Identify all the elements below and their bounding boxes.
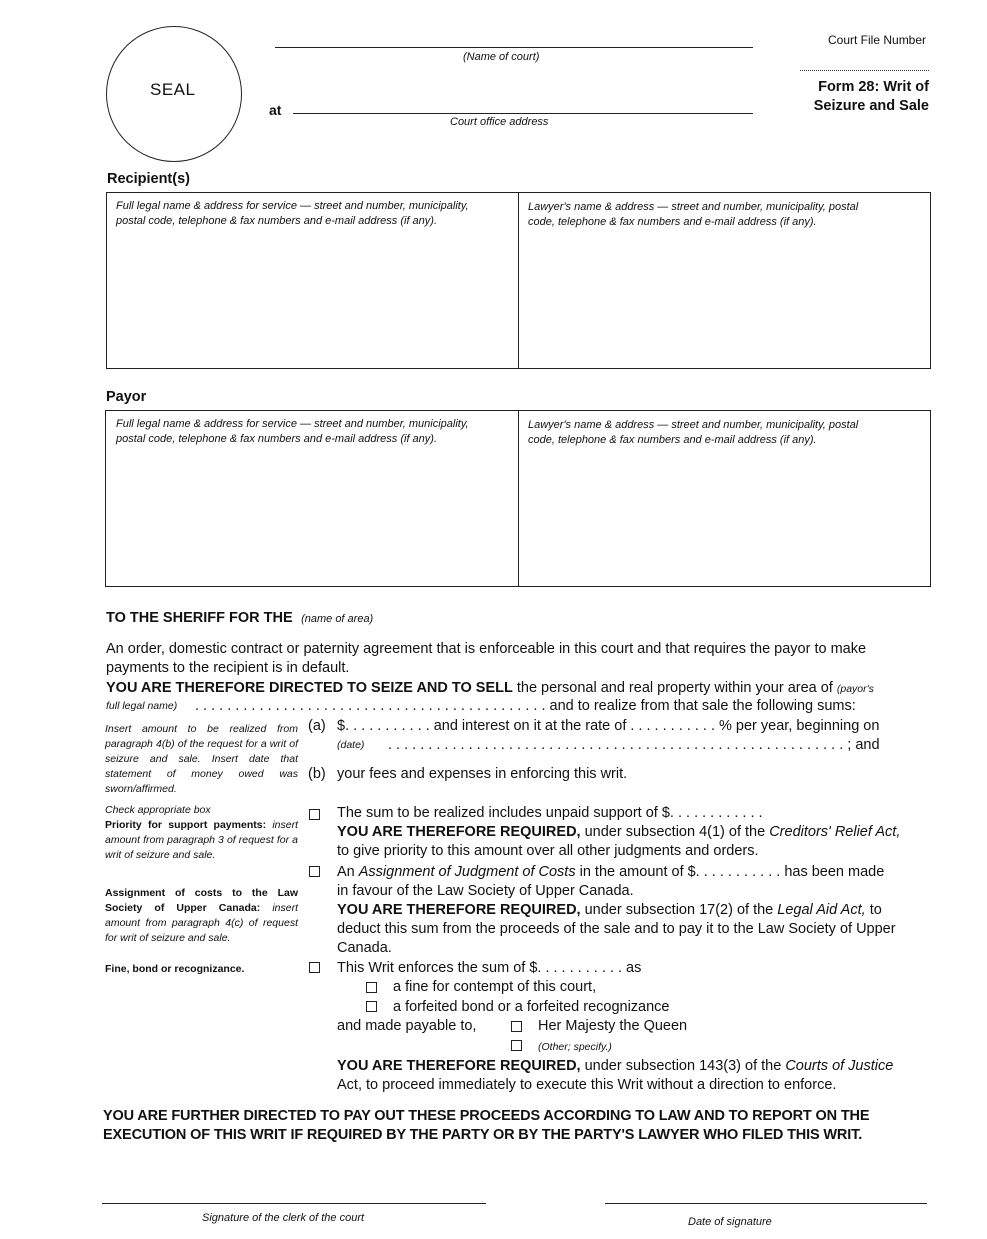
- sum-b-label: (b): [308, 766, 326, 782]
- side-note-check-box: Check appropriate box: [105, 804, 211, 816]
- assignment-required-rest: under subsection 17(2) of the: [580, 902, 778, 918]
- assignment-line1-a: An: [337, 864, 359, 880]
- priority-required-rest: under subsection 4(1) of the: [580, 824, 770, 840]
- priority-required-bold: YOU ARE THEREFORE REQUIRED,: [337, 824, 581, 840]
- fine-bond-checkbox[interactable]: [366, 1001, 377, 1012]
- fine-required-bold: YOU ARE THEREFORE REQUIRED,: [337, 1058, 581, 1074]
- form-title: [760, 78, 929, 116]
- form-title-line1: Form 28: Writ of: [818, 79, 929, 95]
- side-note-assignment-bold: Assignment of costs to the Law Society of Upper Canada:: [105, 887, 298, 914]
- side-note-priority: [105, 818, 298, 863]
- priority-line-2: [337, 823, 931, 842]
- payor-lawyer-label-2: code, telephone & fax numbers and e-mail address (if any).: [528, 434, 817, 446]
- payee-other-label: (Other; specify.): [538, 1041, 612, 1053]
- fine-required-line: [337, 1057, 931, 1076]
- recipient-title: Recipient(s): [107, 171, 190, 187]
- order-line-1: An order, domestic contract or paternity agreement that is enforceable in this court and that requires the payor to make: [106, 641, 867, 657]
- fine-act-name: Courts of Justice: [785, 1058, 894, 1074]
- fine-line-1[interactable]: This Writ enforces the sum of $. . . . . . . . . . . as: [337, 960, 642, 976]
- payor-lawyer-field[interactable]: [528, 418, 926, 582]
- sheriff-title: TO THE SHERIFF FOR THE: [106, 610, 293, 626]
- recipient-lawyer-field[interactable]: [528, 200, 926, 364]
- payee-other-checkbox[interactable]: [511, 1040, 522, 1051]
- priority-act-name: Creditors' Relief Act,: [769, 824, 901, 840]
- court-file-number-field[interactable]: [800, 70, 929, 71]
- at-label: at: [269, 102, 282, 118]
- directed-line: [106, 679, 874, 699]
- payor-party-label-2: postal code, telephone & fax numbers and e-mail address (if any).: [116, 433, 438, 445]
- side-note-assignment: [105, 886, 298, 946]
- assignment-line-4: deduct this sum from the proceeds of the sale and to pay it to the Law Society of Upper: [337, 921, 896, 937]
- court-address-line[interactable]: [293, 113, 753, 114]
- assignment-line1-italic: Assignment of Judgment of Costs: [358, 864, 576, 880]
- realize-line[interactable]: . . . . . . . . . . . . . . . . . . . . . . . . . . . . . . . . . . . . . . . . . . . . and to realize from that sale the following sums:: [195, 698, 856, 714]
- clerk-signature-line[interactable]: [102, 1203, 486, 1204]
- sum-a-date-caption: (date): [337, 739, 365, 751]
- fine-line-last: Act, to proceed immediately to execute this Writ without a direction to enforce.: [337, 1077, 837, 1093]
- court-address-caption: Court office address: [450, 116, 549, 128]
- assignment-line1-b: in the amount of $. . . . . . . . . . . has been made: [575, 864, 885, 880]
- further-directed: [103, 1107, 933, 1145]
- assignment-act-name: Legal Aid Act,: [777, 902, 866, 918]
- directed-bold: YOU ARE THEREFORE DIRECTED TO SEIZE AND TO SELL: [106, 680, 513, 696]
- priority-block: [337, 804, 931, 861]
- court-name-line[interactable]: [275, 47, 753, 48]
- sum-a-label: (a): [308, 718, 326, 734]
- sum-a-date-line[interactable]: . . . . . . . . . . . . . . . . . . . . . . . . . . . . . . . . . . . . . . . . . . . . . . . . . . . . . . . . . ; and: [388, 737, 880, 753]
- payor-party-field[interactable]: [116, 417, 514, 581]
- recipient-lawyer-label-1: Lawyer's name & address — street and number, municipality, postal: [528, 201, 859, 213]
- fine-option-bond: a forfeited bond or a forfeited recognizance: [393, 999, 670, 1015]
- side-note-priority-rest: insert amount from paragraph 3 of request for a writ of seizure and sale.: [105, 819, 298, 861]
- recipient-divider: [518, 192, 519, 369]
- side-note-assignment-rest: insert amount from paragraph 4(c) of request for writ of seizure and sale.: [105, 902, 298, 944]
- recipient-party-field[interactable]: [116, 199, 514, 363]
- priority-checkbox[interactable]: [309, 809, 320, 820]
- assignment-line-3: [337, 901, 931, 920]
- side-note-fine: Fine, bond or recognizance.: [105, 963, 245, 975]
- assignment-block: [337, 863, 931, 958]
- assignment-line-5: Canada.: [337, 940, 392, 956]
- assignment-line-2: in favour of the Law Society of Upper Canada.: [337, 883, 634, 899]
- sum-b-text: your fees and expenses in enforcing this writ.: [337, 766, 628, 782]
- priority-line-1[interactable]: The sum to be realized includes unpaid support of $. . . . . . . . . . . .: [337, 805, 763, 821]
- assignment-line-1[interactable]: [337, 863, 931, 882]
- order-paragraph: [106, 640, 932, 678]
- recipient-party-label-2: postal code, telephone & fax numbers and e-mail address (if any).: [116, 215, 438, 227]
- form-title-line2: Seizure and Sale: [813, 98, 929, 114]
- payor-lawyer-label-1: Lawyer's name & address — street and number, municipality, postal: [528, 419, 859, 431]
- assignment-required-bold: YOU ARE THEREFORE REQUIRED,: [337, 902, 581, 918]
- order-line-2: payments to the recipient is in default.: [106, 660, 350, 676]
- priority-line-3: to give priority to this amount over all other judgments and orders.: [337, 843, 759, 859]
- assignment-act-tail: to: [865, 902, 882, 918]
- side-note-insert-amount: Insert amount to be realized from paragraph 4(b) of the request for a writ of seizure and sale. Insert date that statement of money owed was sworn/affirmed.: [105, 723, 298, 795]
- seal-label: SEAL: [150, 80, 196, 99]
- fine-contempt-checkbox[interactable]: [366, 982, 377, 993]
- area-caption: (name of area): [301, 613, 374, 625]
- payee-queen-checkbox[interactable]: [511, 1021, 522, 1032]
- sheriff-heading: [106, 609, 373, 627]
- payor-caption-a: (payor's: [836, 683, 874, 695]
- payor-title: Payor: [106, 389, 147, 405]
- date-signature-caption: Date of signature: [688, 1216, 772, 1228]
- payee-queen-label: Her Majesty the Queen: [538, 1018, 688, 1034]
- payor-party-label-1: Full legal name & address for service — street and number, municipality,: [116, 418, 469, 430]
- court-name-caption: (Name of court): [463, 51, 540, 63]
- assignment-checkbox[interactable]: [309, 866, 320, 877]
- payor-caption-b: full legal name): [106, 700, 178, 712]
- sum-a-line[interactable]: $. . . . . . . . . . . and interest on it at the rate of . . . . . . . . . . . % per year, beginning on: [337, 718, 880, 734]
- fine-required-block: [337, 1057, 931, 1095]
- fine-option-contempt: a fine for contempt of this court,: [393, 979, 597, 995]
- date-signature-line[interactable]: [605, 1203, 927, 1204]
- recipient-lawyer-label-2: code, telephone & fax numbers and e-mail address (if any).: [528, 216, 817, 228]
- fine-checkbox[interactable]: [309, 962, 320, 973]
- fine-payable-label: and made payable to,: [337, 1018, 477, 1034]
- further-line-2: EXECUTION OF THIS WRIT IF REQUIRED BY THE PARTY OR BY THE PARTY'S LAWYER WHO FILED THIS WRIT.: [103, 1127, 863, 1143]
- payor-divider: [518, 410, 519, 587]
- fine-required-rest: under subsection 143(3) of the: [580, 1058, 786, 1074]
- side-note-priority-bold: Priority for support payments:: [105, 819, 267, 831]
- directed-rest: the personal and real property within your area of: [512, 680, 833, 696]
- recipient-party-label-1: Full legal name & address for service — street and number, municipality,: [116, 200, 469, 212]
- clerk-signature-caption: Signature of the clerk of the court: [202, 1212, 365, 1224]
- court-file-number-label: Court File Number: [828, 33, 927, 47]
- further-line-1: YOU ARE FURTHER DIRECTED TO PAY OUT THESE PROCEEDS ACCORDING TO LAW AND TO REPORT ON THE: [103, 1108, 870, 1124]
